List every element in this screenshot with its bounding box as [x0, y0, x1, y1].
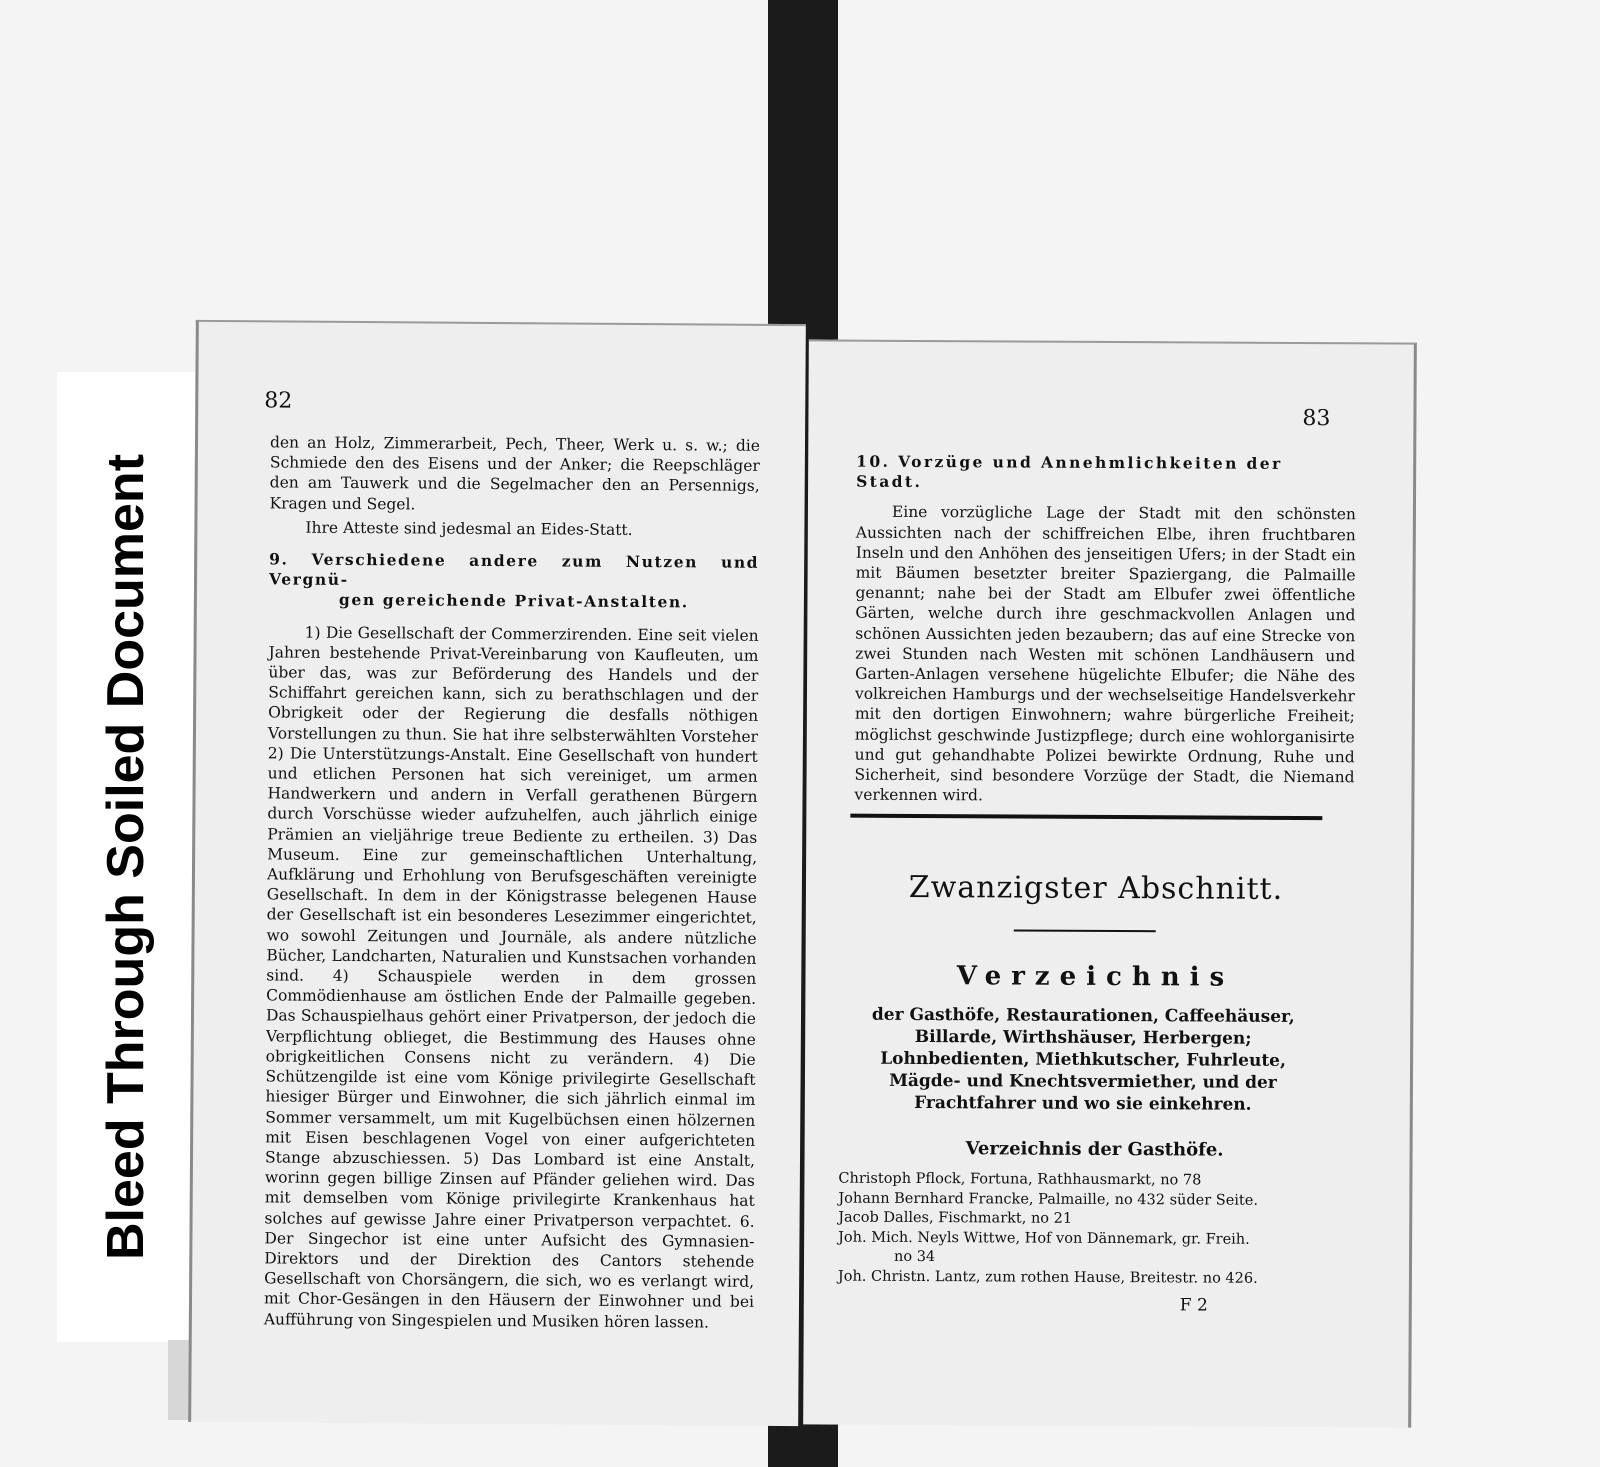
section-10-body: Eine vorzügliche Lage der Stadt mit den schönsten Aussichten nach der schiffreichen Elbe, ihren fruchtbaren Inseln und den Anhöhen des jenseitigen Ufers; in der Stadt ein mit Bäumen besetzter breiter Spaziergang, die Palmaille genannt; nahe bei der Stadt am Elbufer zwei öffentliche Gärten, welche durch ihre geschmackvollen Anlagen und schönen Aussichten jeden bezaubern; das auf eine Strecke von zwei Stunden nach Westen mit schönen Landhäusern und Garten-Anlagen versehene hügelichte Elbufer; die Nähe des volkreichen Hamburgs und der wechselseitige Handelsverkehr mit den dortigen Einwohnern; wahre bürgerliche Freiheit; möglichst geschwinde Justizpflege; durch eine wohlorganisirte und gut gehandhabte Polizei bewirkte Ordnung, Ruhe und Sicherheit, sind besondere Vorzüge der Stadt, die Niemand verkennen wird.	[854, 503, 1356, 805]
left-page	[188, 320, 806, 1426]
section-9-body: 1) Die Gesellschaft der Commerzirenden. Eine seit vielen Jahren bestehende Privat-Vereinbarung von Kaufleuten, um über das, was zur Beförderung des Handels und der Schiffahrt gereichen kann, sich zu berathschlagen und der Obrigkeit oder der Regierung die desfalls nöthigen Vorstellungen zu thun. Sie hat ihre selbsterwählten Vorsteher 2) Die Unterstützungs-Anstalt. Eine Gesellschaft von hundert und etlichen Personen hat sich vereiniget, um armen Handwerkern und andern in Verfall gerathenen Bürgern durch Vorschüsse wieder aufzuhelfen, auch jährlich einige Prämien an vieljährige treue Bediente zu ertheilen. 3) Das Museum. Eine zur gemeinschaftlichen Unterhaltung, Aufklärung und Erhohlung von Berufsgeschäften vereinigte Gesellschaft. In dem in der Königstrasse belegenen Hause der Gesellschaft ist ein besonderes Lesezimmer eingerichtet, wo sowohl Zeitungen und Journäle, als andere nützliche Bücher, Landcharten, Naturalien und Kunstsachen vorhanden sind. 4) Schauspiele werden in dem grossen Commödienhause am östlichen Ende der Palmaille gegeben. Das Schauspielhaus gehört einer Privatperson, der jedoch die Verpflichtung oblieget, die Bestimmung des Hauses ohne obrigkeitlichen Consens nicht zu verändern. 4) Die Schützengilde ist eine vom Könige privilegirte Gesellschaft hiesiger Bürger und Einwohner, die sich jährlich einmal im Sommer versammelt, um mit Kugelbüchsen einen hölzernen mit Eisen beschlagenen Vogel von einer aufgerichteten Stange abzuschiessen. 5) Das Lombard ist eine Anstalt, worinn gegen billige Zinsen auf Pfänder geliehen wird. Das mit demselben vom Könige privilegirte Krankenhaus hat solches auf gewisse Jahre einer Privatperson verpachtet. 6. Der Singechor ist eine unter Aufsicht des Gymnasien-Direktors und der Direktion des Cantors stehende Gesellschaft von Chorsängern, die sich, wo es verlangt wird, mit Chor-Gesängen in den Häusern der Einwohner und bei Aufführung von Singespielen und Musiken hören lassen.	[263, 623, 759, 1332]
list-item: Christoph Pflock, Fortuna, Rathhausmarkt, no 78	[838, 1170, 1202, 1189]
list-item-continuation: no 34	[894, 1248, 936, 1266]
signature-mark: F 2	[1179, 1295, 1208, 1316]
verzeichnis-title: Verzeichnis	[956, 961, 1235, 993]
right-page	[803, 339, 1417, 1427]
divider-rule	[850, 814, 1322, 820]
right-page-number: 83	[1302, 406, 1331, 432]
gasthoefe-heading: Verzeichnis der Gasthöfe.	[965, 1138, 1224, 1161]
section-9-heading-line2: gen gereichende Privat-Anstalten.	[338, 590, 689, 612]
verzeichnis-subtitle: der Gasthöfe, Restaurationen, Caffeehäuser, Billarde, Wirthshäuser, Herbergen; Lohnbedienten, Miethkutscher, Fuhrleute, Mägde- und Knechtsvermiether, und der Frachtfahrer und wo sie einkehren.	[871, 1004, 1295, 1115]
left-page-text	[264, 432, 760, 1332]
list-item: Joh. Christn. Lantz, zum rothen Hause, Breitestr. no 426.	[837, 1268, 1258, 1287]
side-label	[57, 372, 195, 1342]
section-9-heading-line1: 9. Verschiedene andere zum Nutzen und Vergnü-	[268, 549, 760, 590]
section-9-heading	[269, 549, 759, 613]
title-underline	[1014, 929, 1156, 932]
side-label-text: Bleed Through Soiled Document	[97, 453, 155, 1261]
right-page-text	[854, 452, 1356, 808]
gasthoefe-list	[838, 1170, 1339, 1290]
paragraph: den an Holz, Zimmerarbeit, Pech, Theer, Werk u. s. w.; die Schmiede den des Eisens und der Anker; die Reepschläger den am Tauwerk und die Segelmacher den an Persennigs, Kragen und Segel.	[269, 433, 761, 514]
list-item: Johann Bernhard Francke, Palmaille, no 432 süder Seite.	[838, 1190, 1259, 1209]
section-10-heading: 10. Vorzüge und Annehmlichkeiten der Stadt.	[856, 451, 1283, 492]
paragraph: Ihre Atteste sind jedesmal an Eides-Statt.	[305, 518, 633, 539]
list-item: Joh. Mich. Neyls Wittwe, Hof von Dännemark, gr. Freih.	[838, 1229, 1250, 1248]
left-page-number: 82	[264, 388, 293, 414]
chapter-title: Zwanzigster Abschnitt.	[908, 869, 1284, 907]
list-item: Jacob Dalles, Fischmarkt, no 21	[838, 1209, 1073, 1227]
